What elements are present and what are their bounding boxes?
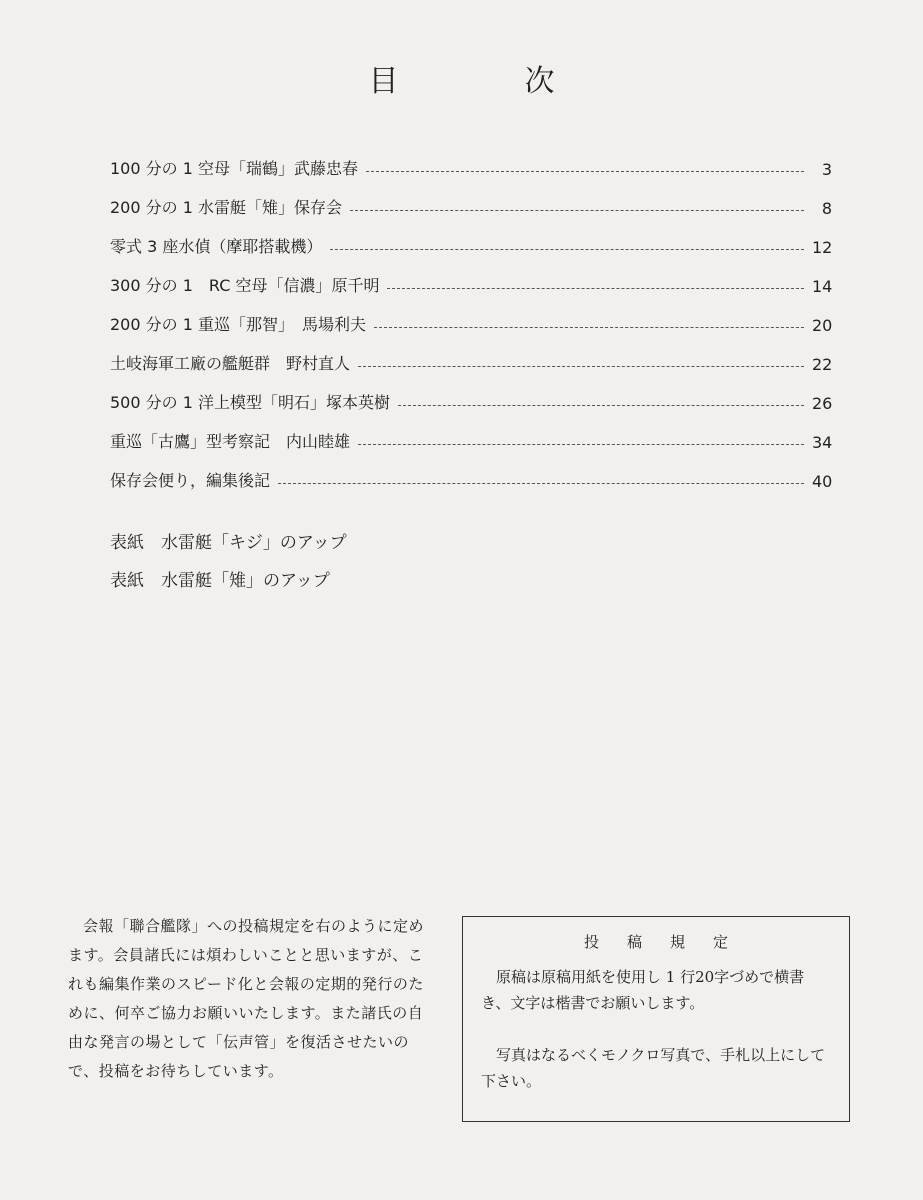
toc-entry bbox=[110, 218, 832, 257]
toc-page-number: 8 bbox=[821, 199, 832, 218]
toc-leader bbox=[398, 405, 804, 406]
toc-entry bbox=[110, 335, 832, 374]
rules-paragraph: 写真はなるべくモノクロ写真で、手札以上にして下さい。 bbox=[481, 1046, 826, 1090]
toc-leader bbox=[330, 249, 804, 250]
toc-entry bbox=[110, 452, 832, 491]
toc-leader bbox=[278, 483, 804, 484]
toc-entry bbox=[110, 413, 832, 452]
toc-leader bbox=[366, 171, 804, 172]
toc-page-number: 22 bbox=[812, 355, 833, 374]
toc-leader bbox=[358, 444, 804, 445]
table-of-contents bbox=[110, 140, 832, 491]
toc-entry bbox=[110, 140, 832, 179]
toc-page-number: 20 bbox=[812, 316, 833, 335]
toc-entry-title: 重巡「古鷹」型考察記 内山睦雄 bbox=[110, 432, 351, 451]
cover-captions bbox=[110, 528, 347, 604]
toc-entry-title: 保存会便り，編集後記 bbox=[110, 471, 271, 490]
toc-entry-title: 200 分の 1 重巡「那智」 馬場利夫 bbox=[110, 315, 366, 334]
toc-leader bbox=[387, 288, 804, 289]
toc-entry-title: 土岐海軍工廠の艦艇群 野村直人 bbox=[110, 354, 351, 373]
page-title: 目 次 bbox=[368, 64, 603, 99]
toc-entry-title: 300 分の 1 RC 空母「信濃」原千明 bbox=[110, 276, 380, 295]
toc-leader bbox=[374, 327, 804, 328]
toc-entry-title: 零式 3 座水偵（摩耶搭載機） bbox=[110, 237, 323, 256]
toc-page-number: 3 bbox=[821, 160, 832, 179]
cover-caption: 表紙 水雷艇「キジ」のアップ bbox=[110, 533, 347, 553]
toc-entry bbox=[110, 374, 832, 413]
toc-entry bbox=[110, 257, 832, 296]
toc-page-number: 14 bbox=[812, 277, 833, 296]
toc-page-number: 40 bbox=[812, 472, 833, 491]
rules-paragraph: 原稿は原稿用紙を使用し 1 行20字づめで横書き、文字は楷書でお願いします。 bbox=[481, 968, 805, 1012]
toc-entry-title: 500 分の 1 洋上模型「明石」塚本英樹 bbox=[110, 393, 390, 412]
toc-page-number: 34 bbox=[812, 433, 833, 452]
toc-leader bbox=[350, 210, 804, 211]
toc-entry-title: 100 分の 1 空母「瑞鶴」武藤忠春 bbox=[110, 159, 358, 178]
toc-entry-title: 200 分の 1 水雷艇「雉」保存会 bbox=[110, 198, 342, 217]
toc-entry bbox=[110, 296, 832, 335]
submission-notice: 会報「聯合艦隊」への投稿規定を右のように定めます。会員諸氏には煩わしいことと思いますが、これも編集作業のスピード化と会報の定期的発行のために、何卒ご協力お願いいたします。また諸氏の自由な発言の場として「伝声管」を復活させたいので、投稿をお待ちしています。 bbox=[68, 917, 425, 1080]
toc-page-number: 26 bbox=[812, 394, 833, 413]
cover-caption: 表紙 水雷艇「雉」のアップ bbox=[110, 571, 330, 591]
toc-page-number: 12 bbox=[812, 238, 833, 257]
submission-rules-box bbox=[462, 916, 850, 1122]
toc-entry bbox=[110, 179, 832, 218]
toc-leader bbox=[358, 366, 804, 367]
rules-title: 投稿規定 bbox=[583, 933, 756, 951]
